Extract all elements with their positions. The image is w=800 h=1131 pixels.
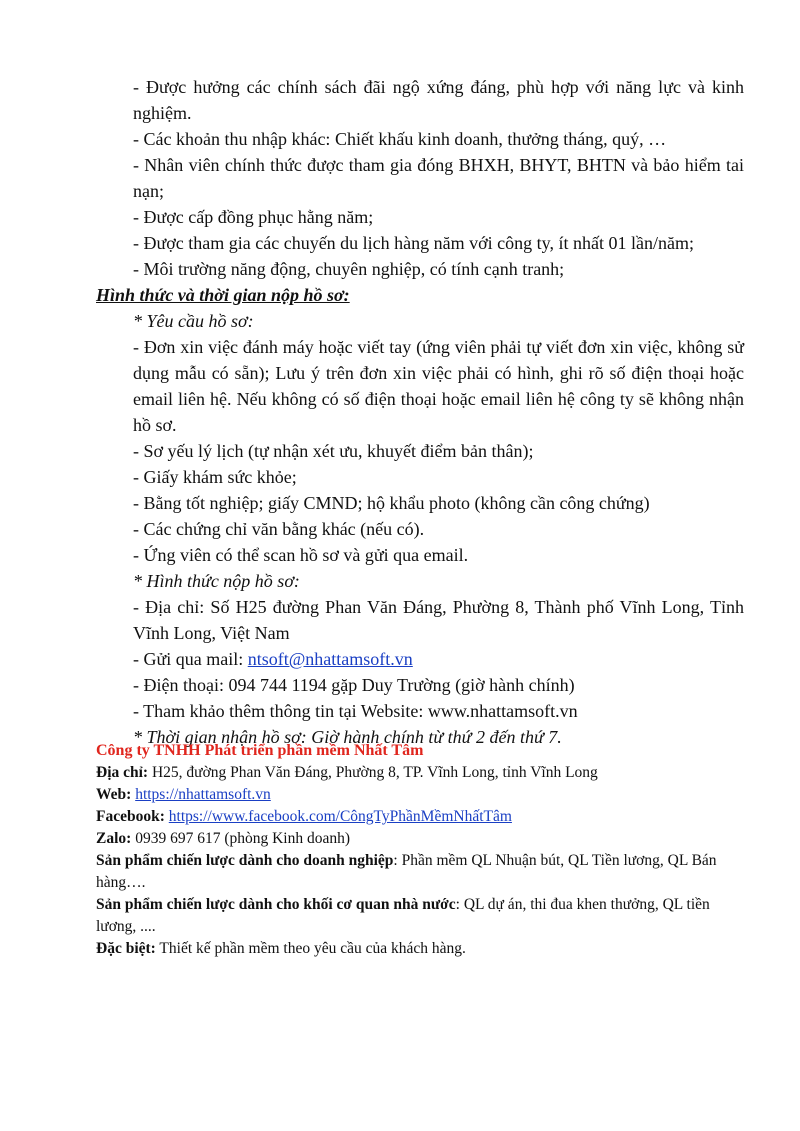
- footer-gov-products: [96, 894, 746, 938]
- footer-biz-products: [96, 850, 746, 894]
- requirement-item: - Sơ yếu lý lịch (tự nhận xét ưu, khuyết điểm bản thân);: [133, 441, 534, 461]
- benefit-item: - Được tham gia các chuyến du lịch hàng năm với công ty, ít nhất 01 lần/năm;: [133, 233, 694, 253]
- requirement-item: - Các chứng chỉ văn bằng khác (nếu có).: [133, 519, 425, 539]
- zalo-label: Zalo:: [96, 830, 132, 847]
- footer-address: [96, 762, 746, 784]
- web-link[interactable]: https://nhattamsoft.vn: [135, 786, 271, 803]
- footer-facebook: [96, 806, 746, 828]
- submission-website: - Tham khảo thêm thông tin tại Website: www.nhattamsoft.vn: [133, 701, 578, 721]
- footer-special: [96, 938, 746, 960]
- requirement-item: - Ứng viên có thể scan hồ sơ và gửi qua email.: [133, 545, 469, 565]
- requirements-title: * Yêu cầu hồ sơ:: [133, 311, 254, 331]
- special-label: Đặc biệt:: [96, 940, 156, 957]
- special-value: Thiết kế phần mềm theo yêu cầu của khách hàng.: [155, 940, 466, 957]
- company-name: Công ty TNHH Phát triển phần mềm Nhất Tâm: [96, 742, 424, 759]
- zalo-value: 0939 697 617 (phòng Kinh doanh): [131, 830, 351, 847]
- company-footer: [96, 740, 746, 960]
- requirement-item: - Đơn xin việc đánh máy hoặc viết tay (ứng viên phải tự viết đơn xin việc, không sử dụng mẫu có sẵn); Lưu ý trên đơn xin việc phải có hình, ghi rõ số điện thoại hoặc email liên hệ. Nếu không có số điện thoại hoặc email liên hệ công ty sẽ không nhận hồ sơ.: [133, 337, 744, 435]
- footer-zalo: [96, 828, 746, 850]
- submission-address: - Địa chỉ: Số H25 đường Phan Văn Đáng, Phường 8, Thành phố Vĩnh Long, Tỉnh Vĩnh Long, Việt Nam: [133, 597, 744, 643]
- facebook-link[interactable]: https://www.facebook.com/CôngTyPhầnMềmNhấtTâm: [168, 808, 512, 825]
- main-content: [96, 74, 744, 750]
- footer-web: [96, 784, 746, 806]
- benefit-item: - Được hưởng các chính sách đãi ngộ xứng đáng, phù hợp với năng lực và kinh nghiệm.: [133, 77, 744, 123]
- submission-heading: Hình thức và thời gian nộp hồ sơ:: [96, 285, 350, 305]
- requirement-item: - Giấy khám sức khỏe;: [133, 467, 297, 487]
- submission-phone: - Điện thoại: 094 744 1194 gặp Duy Trường (giờ hành chính): [133, 675, 575, 695]
- address-label: Địa chỉ:: [96, 764, 149, 781]
- facebook-label: Facebook:: [96, 808, 165, 825]
- method-title: * Hình thức nộp hồ sơ:: [133, 571, 300, 591]
- email-prefix: - Gửi qua mail:: [133, 649, 248, 669]
- biz-label: Sản phẩm chiến lược dành cho doanh nghiệp: [96, 852, 394, 869]
- email-link[interactable]: ntsoft@nhattamsoft.vn: [247, 649, 413, 669]
- benefit-item: - Nhân viên chính thức được tham gia đóng BHXH, BHYT, BHTN và bảo hiểm tai nạn;: [133, 155, 744, 201]
- gov-label: Sản phẩm chiến lược dành cho khối cơ quan nhà nước: [96, 896, 456, 913]
- benefit-item: - Các khoản thu nhập khác: Chiết khấu kinh doanh, thưởng tháng, quý, …: [133, 129, 667, 149]
- benefit-item: - Được cấp đồng phục hằng năm;: [133, 207, 374, 227]
- biz-value: : Phần mềm QL Nhuận bút, QL Tiền lương, QL Bán hàng….: [96, 852, 717, 891]
- requirement-item: - Bằng tốt nghiệp; giấy CMND; hộ khẩu photo (không cần công chứng): [133, 493, 650, 513]
- address-value: H25, đường Phan Văn Đáng, Phường 8, TP. Vĩnh Long, tỉnh Vĩnh Long: [148, 764, 598, 781]
- submission-email-line: [96, 646, 744, 672]
- gov-value: : QL dự án, thi đua khen thưởng, QL tiền lương, ....: [96, 896, 710, 935]
- web-label: Web:: [96, 786, 132, 803]
- benefit-item: - Môi trường năng động, chuyên nghiệp, có tính cạnh tranh;: [133, 259, 565, 279]
- submission-time: * Thời gian nhận hồ sơ: Giờ hành chính từ thứ 2 đến thứ 7.: [133, 727, 562, 747]
